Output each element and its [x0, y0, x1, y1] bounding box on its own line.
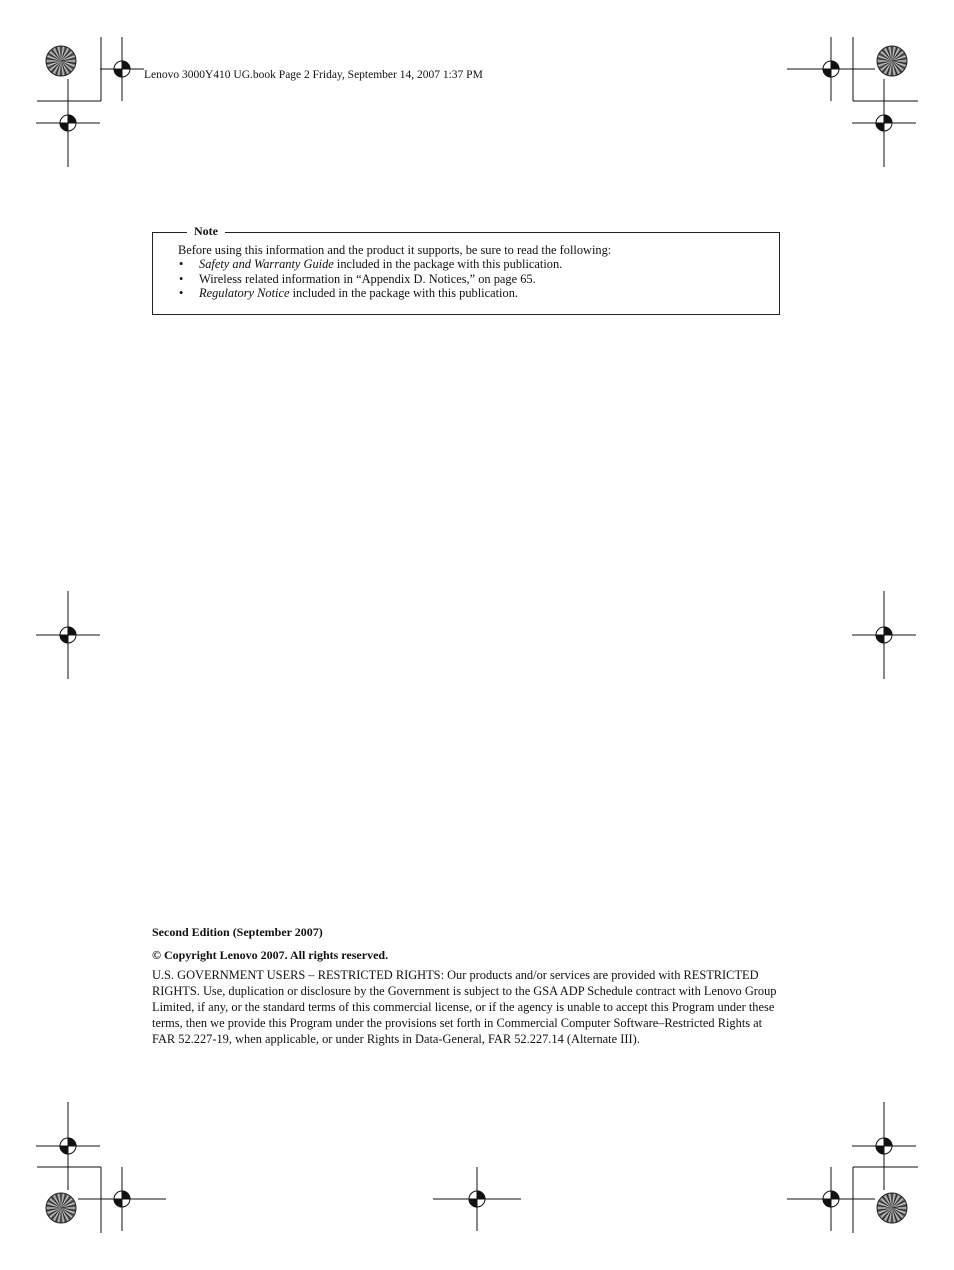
registration-mark-icon	[787, 1167, 875, 1231]
list-item	[178, 257, 611, 271]
starburst-target-icon	[877, 46, 907, 76]
registration-mark-icon	[78, 1167, 166, 1231]
registration-mark-icon	[36, 79, 100, 167]
doc-title-regulatory: Regulatory Notice	[199, 285, 290, 300]
note-title: Note	[187, 224, 225, 239]
registration-mark-icon	[36, 1102, 100, 1190]
note-body	[178, 243, 611, 300]
registration-mark-icon	[100, 37, 144, 101]
restricted-rights-notice: U.S. GOVERNMENT USERS – RESTRICTED RIGHTS: Our products and/or services are provided with RESTRICTED RIGHTS. Use, duplication or disclosure by the Government is subject to the GSA ADP Schedule contract with Lenovo Group Limited, if any, or the standard terms of this commercial license, or if the agency is unable to accept this Program under these terms, then we provide this Program under the provisions set forth in Commercial Computer Software–Restricted Rights at FAR 52.227-19, when applicable, or under Rights in Data-General, FAR 52.227.14 (Alternate III).	[152, 968, 777, 1046]
bullet-icon: •	[179, 257, 184, 272]
copyright-line: © Copyright Lenovo 2007. All rights reserved.	[152, 948, 389, 962]
starburst-target-icon	[46, 46, 76, 76]
list-item	[178, 272, 611, 286]
note-intro: Before using this information and the product it supports, be sure to read the following:	[178, 243, 612, 257]
list-item-text: included in the package with this publication.	[333, 257, 563, 272]
print-header-slug: Lenovo 3000Y410 UG.book Page 2 Friday, September 14, 2007 1:37 PM	[144, 69, 483, 81]
list-item-text: Wireless related information in “Appendix D. Notices,” on page 65.	[199, 271, 536, 286]
registration-mark-icon	[787, 37, 875, 101]
starburst-target-icon	[877, 1193, 907, 1223]
registration-mark-icon	[852, 79, 916, 167]
list-item-text: included in the package with this publication.	[289, 285, 518, 300]
doc-title-safety: Safety and Warranty Guide	[199, 257, 334, 272]
bullet-icon: •	[179, 271, 184, 286]
bullet-icon: •	[179, 285, 184, 300]
edition-line: Second Edition (September 2007)	[152, 925, 323, 939]
note-list	[178, 257, 611, 300]
starburst-target-icon	[46, 1193, 76, 1223]
registration-mark-icon	[852, 591, 916, 679]
registration-mark-icon	[433, 1167, 521, 1231]
list-item	[178, 286, 611, 300]
registration-mark-icon	[852, 1102, 916, 1190]
registration-mark-icon	[36, 591, 100, 679]
